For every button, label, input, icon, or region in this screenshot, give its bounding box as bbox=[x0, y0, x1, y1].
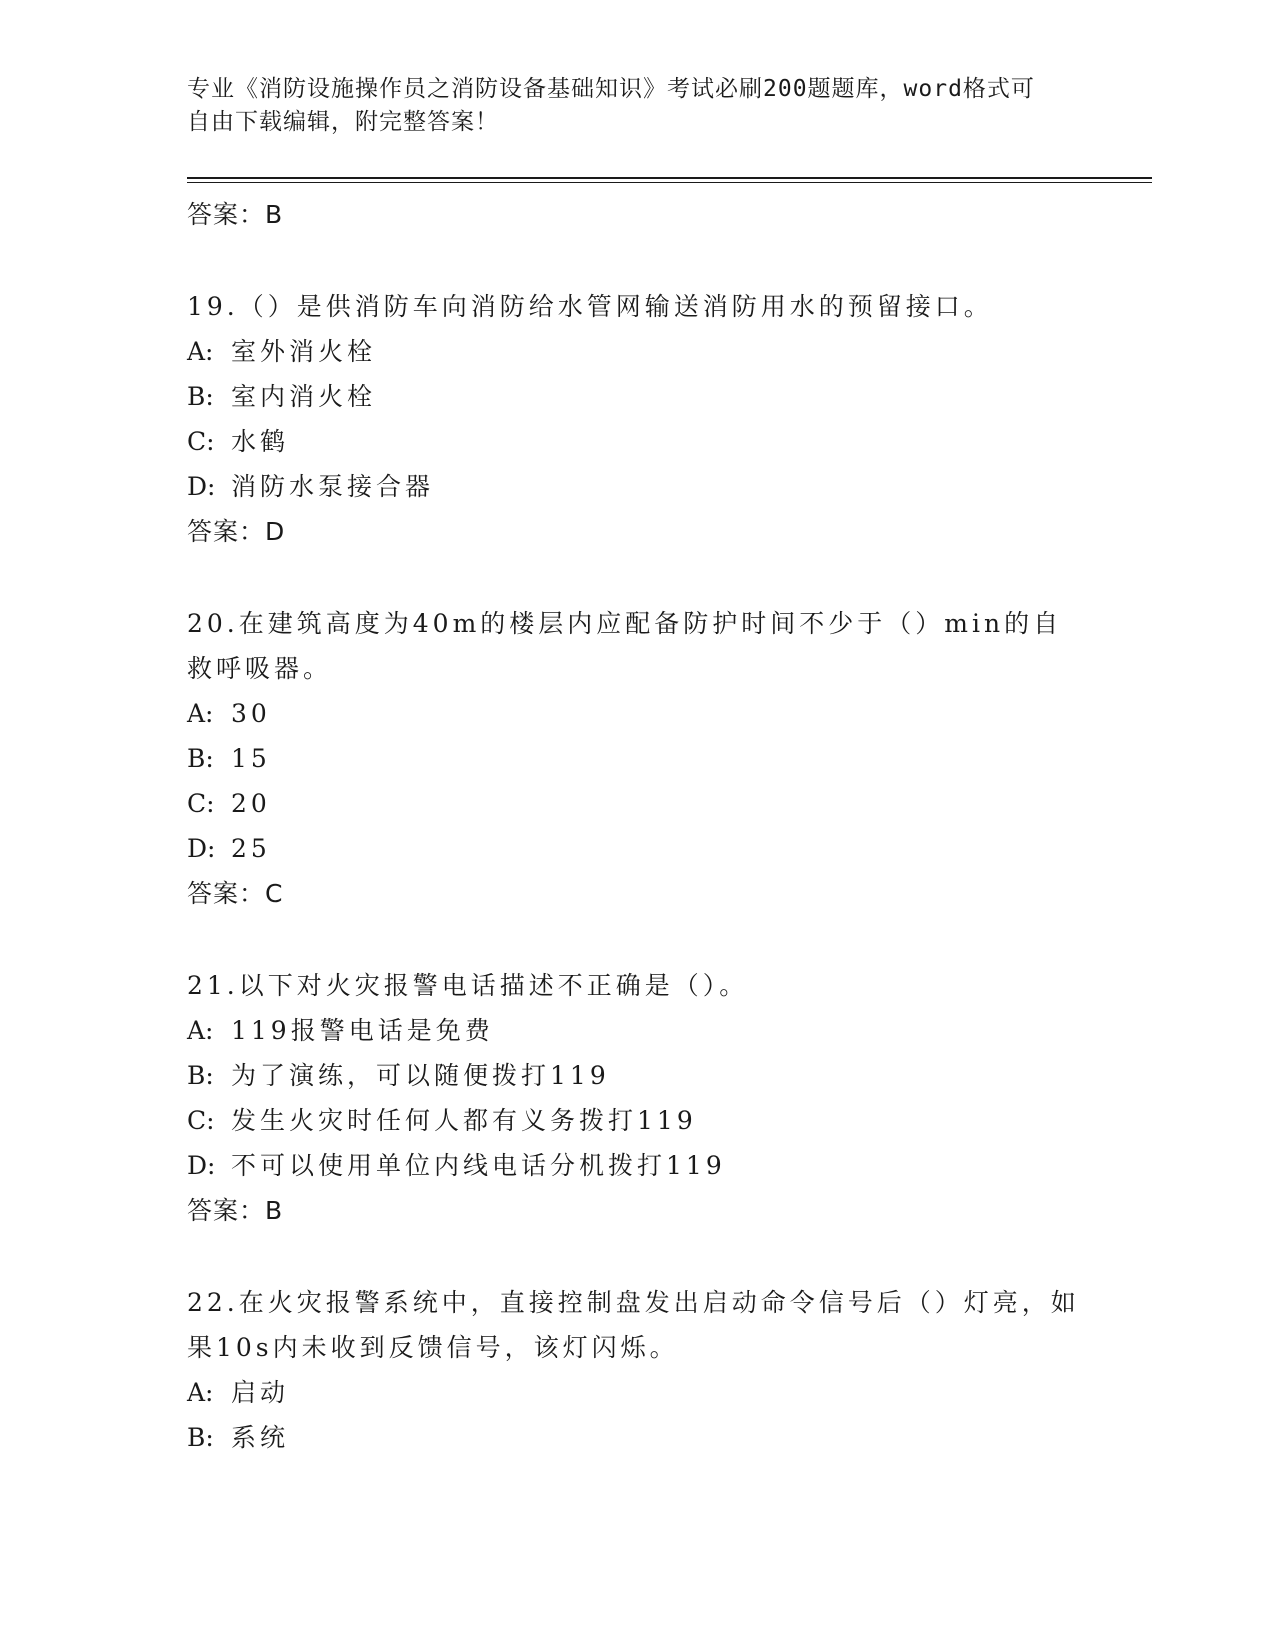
option-a bbox=[187, 1008, 1087, 1053]
option-text: 水鹤 bbox=[231, 427, 290, 456]
question-text: 20.在建筑高度为40m的楼层内应配备防护时间不少于（）min的自救呼吸器。 bbox=[187, 609, 1063, 683]
answer-line: 答案：C bbox=[187, 879, 284, 908]
option-text: 室外消火栓 bbox=[231, 337, 377, 366]
question-text: 19.（）是供消防车向消防给水管网输送消防用水的预留接口。 bbox=[187, 292, 993, 321]
header-divider bbox=[187, 177, 1152, 179]
option-text: 30 bbox=[231, 699, 271, 728]
option-a bbox=[187, 691, 1087, 736]
option-letter: B: bbox=[187, 1423, 214, 1452]
option-text: 不可以使用单位内线电话分机拨打119 bbox=[231, 1151, 726, 1180]
option-text: 发生火灾时任何人都有义务拨打119 bbox=[231, 1106, 697, 1135]
option-letter: D: bbox=[187, 472, 216, 501]
question-text: 21.以下对火灾报警电话描述不正确是（）。 bbox=[187, 971, 749, 1000]
option-text: 系统 bbox=[231, 1423, 290, 1452]
answer-line: 答案：B bbox=[187, 200, 284, 229]
option-letter: A: bbox=[187, 699, 214, 728]
option-letter: C: bbox=[187, 427, 215, 456]
option-b bbox=[187, 736, 1087, 781]
option-letter: B: bbox=[187, 1061, 214, 1090]
option-letter: B: bbox=[187, 744, 214, 773]
option-c bbox=[187, 781, 1087, 826]
document-header bbox=[187, 73, 1067, 139]
question-block bbox=[187, 963, 1087, 1233]
option-a bbox=[187, 329, 1087, 374]
option-letter: C: bbox=[187, 1106, 215, 1135]
option-text: 119报警电话是免费 bbox=[231, 1016, 494, 1045]
option-text: 室内消火栓 bbox=[231, 382, 377, 411]
option-text: 为了演练，可以随便拨打119 bbox=[231, 1061, 610, 1090]
option-letter: B: bbox=[187, 382, 214, 411]
option-text: 启动 bbox=[231, 1378, 290, 1407]
option-b bbox=[187, 1415, 1087, 1460]
option-text: 20 bbox=[231, 789, 271, 818]
option-text: 消防水泵接合器 bbox=[231, 472, 435, 501]
option-text: 25 bbox=[231, 834, 271, 863]
option-letter: A: bbox=[187, 1016, 214, 1045]
option-letter: D: bbox=[187, 1151, 216, 1180]
question-block bbox=[187, 1280, 1087, 1460]
question-block bbox=[187, 284, 1087, 554]
option-letter: D: bbox=[187, 834, 216, 863]
question-block bbox=[187, 601, 1087, 916]
header-divider-thin bbox=[187, 182, 1152, 183]
answer-line: 答案：B bbox=[187, 1196, 284, 1225]
option-letter: A: bbox=[187, 337, 214, 366]
question-list bbox=[187, 192, 1087, 1460]
option-c bbox=[187, 419, 1087, 464]
option-d bbox=[187, 826, 1087, 871]
option-letter: A: bbox=[187, 1378, 214, 1407]
option-d bbox=[187, 464, 1087, 509]
header-line: 专业《消防设施操作员之消防设备基础知识》考试必刷200题题库，word格式可 bbox=[187, 76, 1035, 102]
option-a bbox=[187, 1370, 1087, 1415]
option-letter: C: bbox=[187, 789, 215, 818]
option-b bbox=[187, 374, 1087, 419]
option-d bbox=[187, 1143, 1087, 1188]
question-text: 22.在火灾报警系统中，直接控制盘发出启动命令信号后（）灯亮，如果10s内未收到反馈信号，该灯闪烁。 bbox=[187, 1288, 1080, 1362]
answer-line: 答案：D bbox=[187, 517, 286, 546]
header-line: 自由下载编辑，附完整答案！ bbox=[187, 109, 499, 135]
option-c bbox=[187, 1098, 1087, 1143]
option-text: 15 bbox=[231, 744, 271, 773]
option-b bbox=[187, 1053, 1087, 1098]
